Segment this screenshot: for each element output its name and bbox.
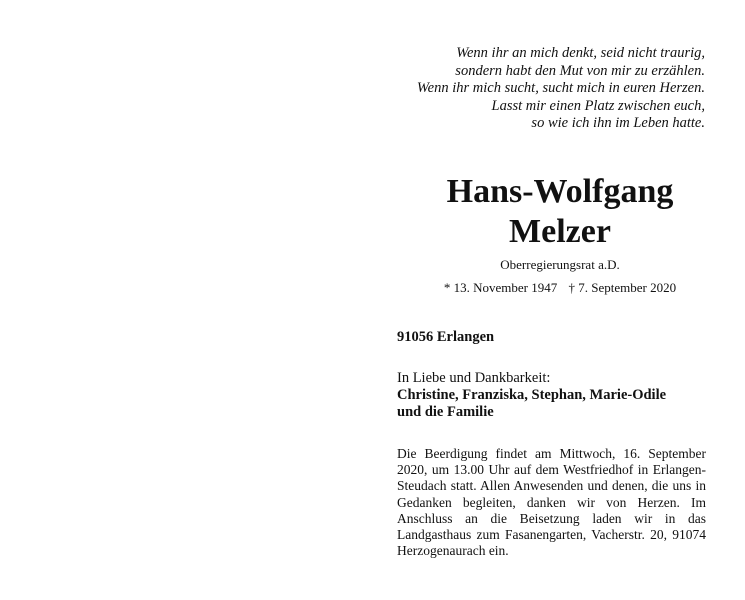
life-dates: [405, 279, 715, 296]
mourners-names: [397, 387, 707, 421]
deceased-first-name: Hans-Wolfgang: [446, 173, 674, 210]
memorial-poem: [345, 45, 705, 133]
death-date: † 7. September 2020: [568, 280, 677, 295]
poem-line: Wenn ihr mich sucht, sucht mich in euren Herzen.: [416, 80, 705, 96]
deceased-block: [405, 172, 715, 296]
birth-date: * 13. November 1947: [443, 280, 558, 295]
thanks-intro: In Liebe und Dankbarkeit:: [397, 370, 551, 386]
mourners-line: und die Familie: [397, 404, 494, 420]
poem-line: sondern habt den Mut von mir zu erzählen.: [455, 62, 705, 79]
poem-line: Lasst mir einen Platz zwischen euch,: [491, 97, 705, 114]
mourners-line: Christine, Franziska, Stephan, Marie-Odile: [397, 387, 667, 403]
funeral-notice: Die Beerdigung findet am Mittwoch, 16. September 2020, um 13.00 Uhr auf dem Westfriedhof in Erlangen-Steudach statt. Allen Anwesenden und denen, die uns in Gedanken begleiten, danken wir von Herzen. Im Anschluss an die Beisetzung laden wir in das Landgasthaus zum Fasanengarten, Vacherstr. 20, 91074 Herzogenaurach ein.: [397, 446, 706, 559]
poem-line: Wenn ihr an mich denkt, seid nicht traurig,: [456, 45, 705, 61]
location-text: 91056 Erlangen: [397, 329, 495, 345]
poem-line: so wie ich ihn im Leben hatte.: [531, 115, 705, 131]
deceased-last-name: Melzer: [509, 213, 611, 250]
deceased-title: Oberregierungsrat a.D.: [500, 257, 620, 272]
